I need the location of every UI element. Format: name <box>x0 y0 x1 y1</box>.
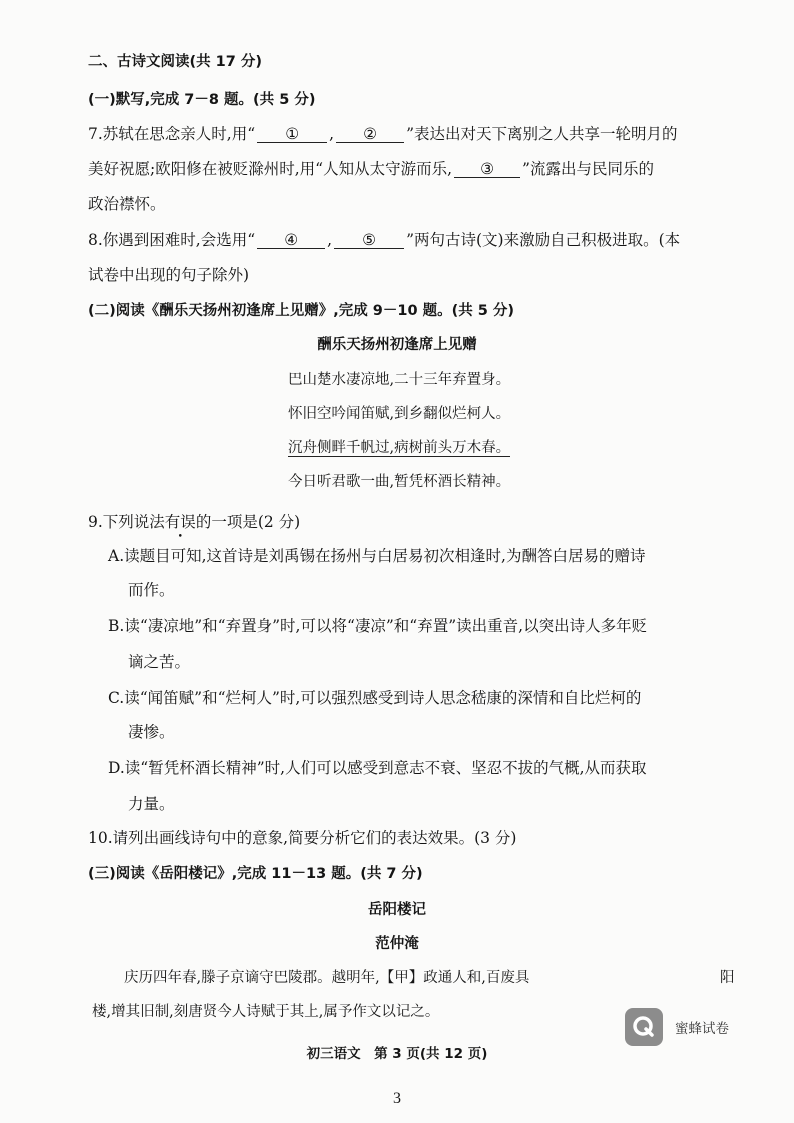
part1-heading: (一)默写,完成 7－8 题。(共 5 分) <box>88 92 316 108</box>
poem-line-4: 今日听君歌一曲,暂凭杯酒长精神。 <box>288 474 511 490</box>
q8-text-a: 8.你遇到困难时,会选用“ <box>88 231 256 249</box>
blank-4: ④ <box>257 232 325 249</box>
q7-text-d: ”流露出与民同乐的 <box>522 160 654 178</box>
option-d-line2: 力量。 <box>128 795 175 813</box>
option-a-line1: A.读题目可知,这首诗是刘禹锡在扬州与白居易初次相逢时,为酬答白居易的赠诗 <box>108 547 646 565</box>
q9-emphasis: 有误 <box>164 513 196 531</box>
essay-line-2: 楼,增其旧制,刻唐贤今人诗赋于其上,属予作文以记之。 <box>92 1004 440 1020</box>
option-a-line2: 而作。 <box>128 581 175 599</box>
watermark <box>625 1008 729 1046</box>
question-8-line2: 试卷中出现的句子除外) <box>88 266 250 284</box>
essay-title: 岳阳楼记 <box>368 902 426 918</box>
question-7-line3: 政治襟怀。 <box>88 195 166 213</box>
section-heading: 二、古诗文阅读(共 17 分) <box>88 54 263 70</box>
q9-stem-a: 9.下列说法 <box>88 513 165 531</box>
poem-line-1: 巴山楚水凄凉地,二十三年弃置身。 <box>288 372 511 388</box>
option-b-line1: B.读“凄凉地”和“弃置身”时,可以将“凄凉”和“弃置”读出重音,以突出诗人多年贬 <box>108 617 648 635</box>
option-d-line1: D.读“暂凭杯酒长精神”时,人们可以感受到意志不衰、坚忍不拔的气概,从而获取 <box>108 759 647 777</box>
poem-line-3-underlined <box>288 436 510 457</box>
blank-2: ② <box>336 126 404 143</box>
essay-author: 范仲淹 <box>375 936 419 952</box>
question-7-line1 <box>88 122 678 144</box>
page-footer: 初三语文 第 3 页(共 12 页) <box>306 1046 488 1062</box>
q8-sep: , <box>327 231 333 249</box>
blank-1: ① <box>257 126 327 143</box>
q-logo-icon <box>625 1008 663 1046</box>
essay-line-1-end: 阳 <box>720 970 735 986</box>
q7-text-b: ”表达出对天下离别之人共享一轮明月的 <box>406 125 678 143</box>
question-7-line2 <box>88 157 654 179</box>
blank-5: ⑤ <box>334 232 404 249</box>
question-9-stem <box>88 510 300 532</box>
watermark-text: 蜜蜂试卷 <box>675 1021 729 1037</box>
blank-3: ③ <box>454 161 520 178</box>
option-c-line1: C.读“闻笛赋”和“烂柯人”时,可以强烈感受到诗人思念嵇康的深情和自比烂柯的 <box>108 689 642 707</box>
question-10: 10.请列出画线诗句中的意象,简要分析它们的表达效果。(3 分) <box>88 829 517 847</box>
underlined-verse: 沉舟侧畔千帆过,病树前头万木春。 <box>288 440 511 456</box>
part2-heading: (二)阅读《酬乐天扬州初逢席上见赠》,完成 9－10 题。(共 5 分) <box>88 303 515 319</box>
option-b-line2: 谪之苦。 <box>128 653 191 671</box>
part3-heading: (三)阅读《岳阳楼记》,完成 11－13 题。(共 7 分) <box>88 866 423 882</box>
q8-text-b: ”两句古诗(文)来激励自己积极进取。(本 <box>406 231 681 249</box>
q7-text-a: 7.苏轼在思念亲人时,用“ <box>88 125 256 143</box>
q7-sep: , <box>329 125 335 143</box>
option-c-line2: 凄惨。 <box>128 723 175 741</box>
question-8-line1 <box>88 228 680 250</box>
poem-line-2: 怀旧空吟闻笛赋,到乡翻似烂柯人。 <box>288 406 511 422</box>
q9-stem-b: 的一项是(2 分) <box>195 513 301 531</box>
essay-text-1: 庆历四年春,滕子京谪守巴陵郡。越明年,【甲】政通人和,百废具 <box>124 970 530 986</box>
page-number: 3 <box>393 1090 401 1107</box>
essay-line-1 <box>124 966 529 987</box>
q7-text-c: 美好祝愿;欧阳修在被贬滁州时,用“人知从太守游而乐, <box>88 160 453 178</box>
poem-title: 酬乐天扬州初逢席上见赠 <box>317 337 477 353</box>
